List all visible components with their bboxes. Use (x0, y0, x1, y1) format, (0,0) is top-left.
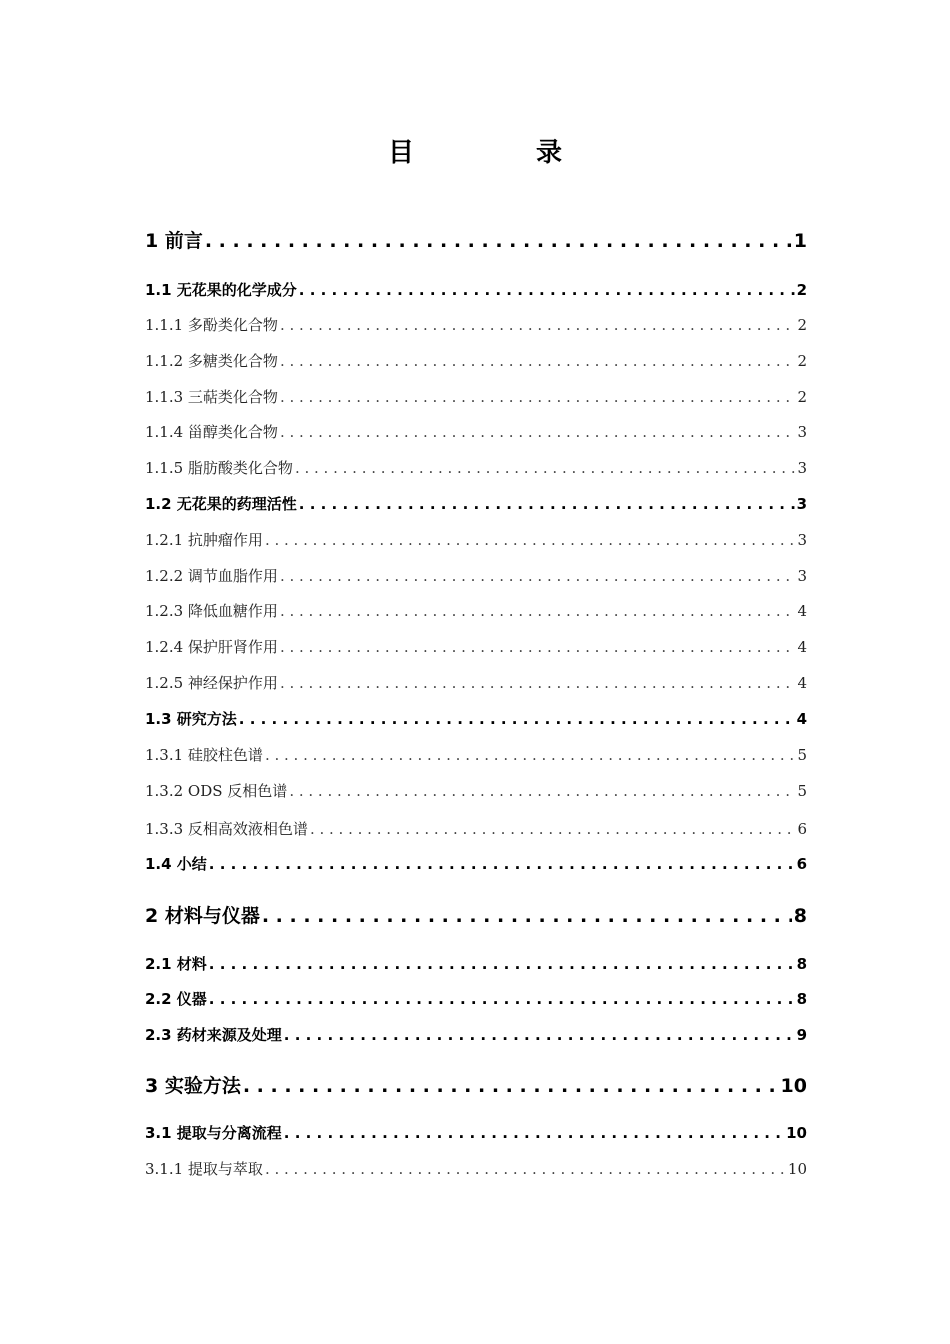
toc-entry-level-3[interactable] (145, 780, 807, 801)
page-title: 目 录 (387, 138, 610, 168)
toc-entry-level-2[interactable] (145, 853, 807, 874)
toc-leader-dots (209, 990, 795, 1008)
toc-entry-label: 2.2 仪器 (145, 990, 207, 1008)
toc-entry-level-3[interactable] (145, 457, 807, 478)
toc-entry-label: 1.3.1 硅胶柱色谱 (145, 746, 263, 764)
toc-entry-label: 1.2.5 神经保护作用 (145, 674, 278, 692)
toc-entry-page-number: 4 (796, 710, 807, 728)
toc-entry-label: 1.1.4 甾醇类化合物 (145, 423, 278, 441)
toc-entry-page-number: 3 (797, 459, 807, 477)
toc-entry-label: 1.2 无花果的药理活性 (145, 495, 297, 513)
toc-entry-level-2[interactable] (145, 988, 807, 1009)
toc-entry-level-3[interactable] (145, 744, 807, 765)
toc-entry-level-1[interactable] (145, 226, 807, 253)
toc-leader-dots (239, 710, 795, 728)
toc-entry-level-2[interactable] (145, 1024, 807, 1045)
toc-entry-page-number: 3 (797, 567, 807, 585)
toc-entry-level-3[interactable] (145, 421, 807, 442)
toc-entry-label: 3.1.1 提取与萃取 (145, 1160, 263, 1178)
toc-entry-label: 2.1 材料 (145, 955, 207, 973)
toc-leader-dots (284, 1026, 795, 1044)
toc-entry-label: 3.1 提取与分离流程 (145, 1124, 282, 1142)
toc-leader-dots (280, 388, 796, 406)
toc-leader-dots (280, 567, 796, 585)
toc-entry-level-3[interactable] (145, 529, 807, 550)
toc-leader-dots (205, 230, 792, 252)
toc-entry-page-number: 2 (797, 316, 807, 334)
toc-entry-level-2[interactable] (145, 493, 807, 514)
toc-leader-dots (280, 352, 796, 370)
toc-entry-label: 1.3 研究方法 (145, 710, 237, 728)
toc-entry-page-number: 3 (797, 423, 807, 441)
toc-entry-label: 1.3.2 ODS 反相色谱 (145, 782, 288, 800)
toc-leader-dots (280, 638, 796, 656)
toc-entry-label: 1.2.3 降低血糖作用 (145, 602, 278, 620)
toc-entry-page-number: 10 (786, 1124, 807, 1142)
toc-entry-page-number: 4 (797, 674, 807, 692)
toc-leader-dots (284, 1124, 784, 1142)
toc-entry-page-number: 6 (797, 820, 807, 838)
toc-entry-level-3[interactable] (145, 636, 807, 657)
toc-entry-level-3[interactable] (145, 600, 807, 621)
toc-entry-label: 3 实验方法 (145, 1075, 241, 1097)
toc-entry-page-number: 5 (797, 746, 807, 764)
toc-leader-dots (265, 531, 796, 549)
toc-entry-label: 1.1.5 脂肪酸类化合物 (145, 459, 293, 477)
toc-entry-label: 1.2.1 抗肿瘤作用 (145, 531, 263, 549)
toc-leader-dots (265, 1160, 786, 1178)
toc-entry-level-3[interactable] (145, 565, 807, 586)
toc-entry-page-number: 6 (796, 855, 807, 873)
toc-entry-level-3[interactable] (145, 386, 807, 407)
toc-entry-page-number: 9 (796, 1026, 807, 1044)
toc-entry-level-1[interactable] (145, 1071, 807, 1098)
toc-entry-label: 1.1.2 多糖类化合物 (145, 352, 278, 370)
toc-entry-label: 1 前言 (145, 230, 203, 252)
toc-entry-label: 1.1 无花果的化学成分 (145, 281, 297, 299)
toc-entry-level-3[interactable] (145, 314, 807, 335)
toc-entry-page-number: 2 (796, 281, 807, 299)
toc-entry-page-number: 1 (793, 230, 807, 252)
toc-leader-dots (289, 782, 795, 800)
toc-leader-dots (280, 602, 796, 620)
toc-leader-dots (280, 674, 796, 692)
toc-entry-level-2[interactable] (145, 708, 807, 729)
toc-entry-level-1[interactable] (145, 901, 807, 928)
toc-entry-label: 1.2.4 保护肝肾作用 (145, 638, 278, 656)
toc-entry-level-2[interactable] (145, 1122, 807, 1143)
toc-entry-level-3[interactable] (145, 350, 807, 371)
toc-leader-dots (209, 855, 795, 873)
toc-leader-dots (262, 905, 792, 927)
toc-entry-page-number: 2 (797, 352, 807, 370)
toc-leader-dots (299, 495, 795, 513)
toc-leader-dots (243, 1075, 779, 1097)
toc-entry-page-number: 2 (797, 388, 807, 406)
toc-entry-level-3[interactable] (145, 672, 807, 693)
toc-entry-level-2[interactable] (145, 279, 807, 300)
toc-entry-level-3[interactable] (145, 1158, 807, 1179)
toc-leader-dots (280, 423, 796, 441)
toc-entry-page-number: 8 (793, 905, 807, 927)
toc-leader-dots (265, 746, 796, 764)
toc-entry-level-2[interactable] (145, 953, 807, 974)
toc-entry-page-number: 3 (796, 495, 807, 513)
toc-entry-page-number: 5 (797, 782, 807, 800)
toc-entry-label: 1.2.2 调节血脂作用 (145, 567, 278, 585)
toc-entry-label: 1.1.1 多酚类化合物 (145, 316, 278, 334)
toc-leader-dots (209, 955, 795, 973)
toc-leader-dots (310, 820, 796, 838)
toc-entry-label: 2.3 药材来源及处理 (145, 1026, 282, 1044)
toc-entry-page-number: 10 (787, 1160, 807, 1178)
toc-leader-dots (299, 281, 795, 299)
toc-entry-page-number: 3 (797, 531, 807, 549)
toc-entry-label: 2 材料与仪器 (145, 905, 260, 927)
toc-leader-dots (295, 459, 796, 477)
toc-entry-page-number: 8 (796, 955, 807, 973)
toc-leader-dots (280, 316, 796, 334)
toc-entry-page-number: 8 (796, 990, 807, 1008)
toc-entry-page-number: 4 (797, 602, 807, 620)
toc-entry-label: 1.3.3 反相高效液相色谱 (145, 820, 308, 838)
toc-entry-page-number: 10 (780, 1075, 807, 1097)
toc-entry-label: 1.4 小结 (145, 855, 207, 873)
toc-entry-page-number: 4 (797, 638, 807, 656)
toc-entry-level-3[interactable] (145, 818, 807, 839)
toc-entry-label: 1.1.3 三萜类化合物 (145, 388, 278, 406)
